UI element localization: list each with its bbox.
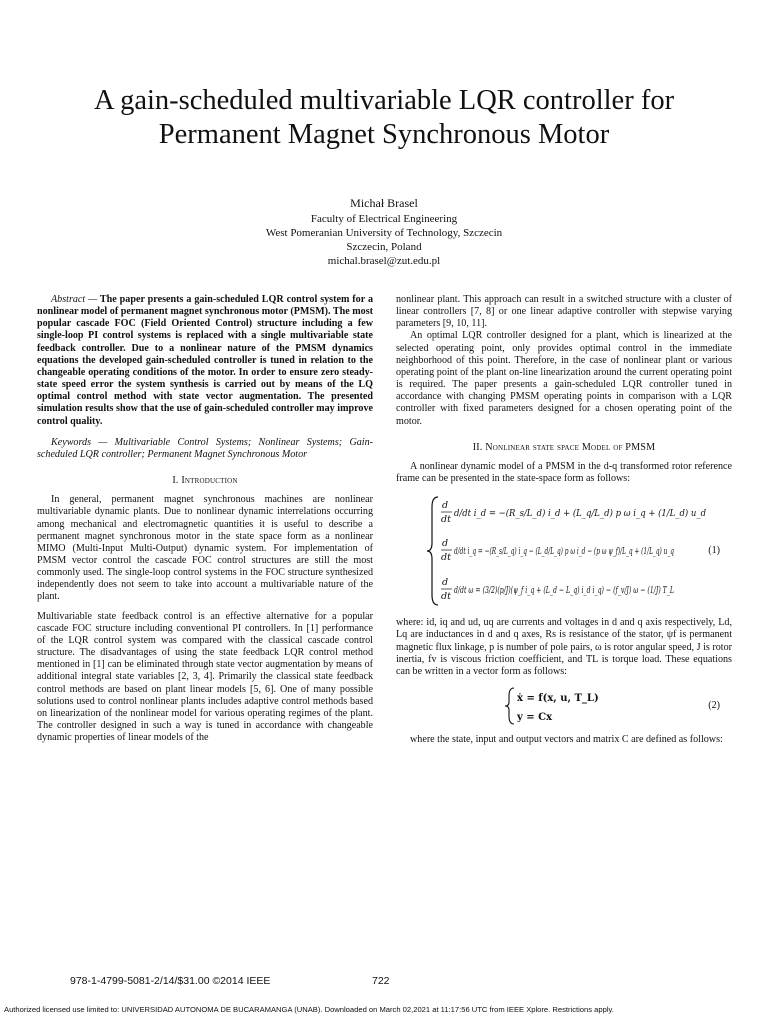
right-column <box>396 294 732 746</box>
equation-1-graphic <box>396 491 732 611</box>
svg-text:dt: dt <box>441 591 451 603</box>
keywords: Keywords — Multivariable Control Systems; Nonlinear Systems; Gain-scheduled LQR controller; Permanent Magnet Synchronous Motor <box>37 436 373 460</box>
svg-text:dt: dt <box>441 552 451 564</box>
abstract-label: Abstract — <box>51 294 98 305</box>
eq2-line2: y = Cx <box>517 711 553 723</box>
eq1-line3: d/dt ω = (3/2)(p/J)(ψ_f i_q + (L_d − L_q) i_d i_q) − (f_v/J) ω − (1/J) T_L <box>454 585 674 597</box>
svg-text:d: d <box>442 500 449 512</box>
left-column <box>37 294 373 744</box>
body-paragraph: In general, permanent magnet synchronous machines are nonlinear multivariable dynamic plants. Due to nonlinear dynamic interrelations occurring among mechanical and electromagnetic quantities it is useful to describe a permanent magnet synchronous motor in the state space form as a nonlinear MIMO (Multi-Input Multi-Output) dynamic system. For implementation of PMSM vector control the cascade FOC control structures are still the most commonly used. The single-loop control systems in the FOC structure synthesized independently does not seem to take into account a multivariable nature of the plant. <box>37 494 373 603</box>
svg-text:d: d <box>442 538 449 550</box>
eq1-line1: d/dt i_d = −(R_s/L_d) i_d + (L_q/L_d) p ω i_q + (1/L_d) u_d <box>454 508 706 520</box>
body-paragraph: Multivariable state feedback control is an effective alternative for a popular cascade FOC structure including conventional PI controllers. In [1] performance of the LQR control system was compared with the classical cascade control structure. The disadvantages of using the state feedback LQR control method mentioned in [1] can be eliminated through state vector augmentation by means of additional integral state variables [2, 3, 4]. Primarily the classical state feedback control methods are based on plant linear models [5, 6]. One of many possible solutions used to control nonlinear plants includes adaptive control methods based on linearization of the nonlinear model for various operating regimes of the plant. The controller designed in such a way is tuned in accordance with changeable dynamic properties of linear models of the <box>37 610 373 744</box>
affiliation-line-2: West Pomeranian University of Technology, Szczecin <box>265 227 503 239</box>
equation-number: (2) <box>708 699 720 711</box>
equation-2-graphic <box>396 684 732 728</box>
eq1-line2: d/dt i_q = −(R_s/L_q) i_q − (L_d/L_q) p ω i_d − (p ω ψ_f)/L_q + (1/L_q) u_q <box>454 546 674 558</box>
equation-2 <box>396 684 732 728</box>
body-paragraph: where: id, iq and ud, uq are currents and voltages in d and q axis respectively, Ld, Lq are inductances in d and q axes, Rs is resistance of the stator, ψf is permanent magnetic flux linkage, p is number of pole pairs, ω is rotor angular speed, J is rotor inertia, fv is viscous friction coefficient, and TL is torque load. These equations can be written in a vector form as follows: <box>396 617 732 677</box>
body-paragraph: A nonlinear dynamic model of a PMSM in the d-q transformed rotor reference frame can be presented in the state-space form as follows: <box>396 460 732 485</box>
svg-text:dt: dt <box>441 514 451 526</box>
paper-title: A gain-scheduled multivariable LQR controller for Permanent Magnet Synchronous Motor <box>93 85 675 150</box>
author-block <box>0 196 768 268</box>
abstract-text: The paper presents a gain-scheduled LQR control system for a nonlinear model of permanent magnet synchronous motor (PMSM). The most popular cascade FOC (Field Oriented Control) structure including a few single-loop PI control systems is replaced with a single multivariable state feedback controller. Due to a nonlinear nature of the PMSM dynamics equations the developed gain-scheduled controller is tuned in relation to the changeable operating conditions of the motor. In order to ensure zero steady-state speed error the system synthesis is carried out by means of the LQ optimal control method with state vector augmentation. The presented simulation results show that the use of gain-scheduled controller may improve control quality. <box>37 294 374 427</box>
affiliation-line-3: Szczecin, Poland <box>346 241 422 253</box>
author-email: michal.brasel@zut.edu.pl <box>327 255 441 267</box>
abstract <box>37 294 373 428</box>
svg-text:d: d <box>442 577 449 589</box>
eq2-line1: ẋ = f(x, u, T_L) <box>517 692 599 704</box>
affiliation-line-1: Faculty of Electrical Engineering <box>310 213 458 225</box>
equation-number: (1) <box>708 545 720 557</box>
page-number: 722 <box>372 975 390 987</box>
author-name: Michał Brasel <box>350 196 418 210</box>
body-paragraph: nonlinear plant. This approach can result in a switched structure with a cluster of linear controllers [7, 8] or one linear adaptive controller with stepwise varying parameters [9, 10, 11]. <box>396 294 732 330</box>
section-heading-introduction: I. Introduction <box>172 475 238 487</box>
isbn-footer: 978-1-4799-5081-2/14/$31.00 ©2014 IEEE <box>70 975 271 987</box>
body-paragraph: An optimal LQR controller designed for a plant, which is linearized at the selected operating point, only provides optimal control in the immediate neighborhood of this point. Therefore, in the case of nonlinear plant or various operating point of the plant on-line linearization around the current operating point is required. The paper presents a gain-scheduled LQR controller tuned in accordance with changing PMSM operating points in comparison with a LQR controller with fixed parameters designed for a chosen operating point of the motor. <box>396 330 732 427</box>
license-notice: Authorized licensed use limited to: UNIVERSIDAD AUTONOMA DE BUCARAMANGA (UNAB). Downloaded on March 02,2021 at 11:17:56 UTC from IEEE Xplore. Restrictions apply. <box>4 1005 614 1014</box>
section-heading-model: II. Nonlinear state space Model of PMSM <box>472 441 656 453</box>
equation-1 <box>396 491 732 611</box>
body-paragraph: where the state, input and output vectors and matrix C are defined as follows: <box>410 733 723 745</box>
